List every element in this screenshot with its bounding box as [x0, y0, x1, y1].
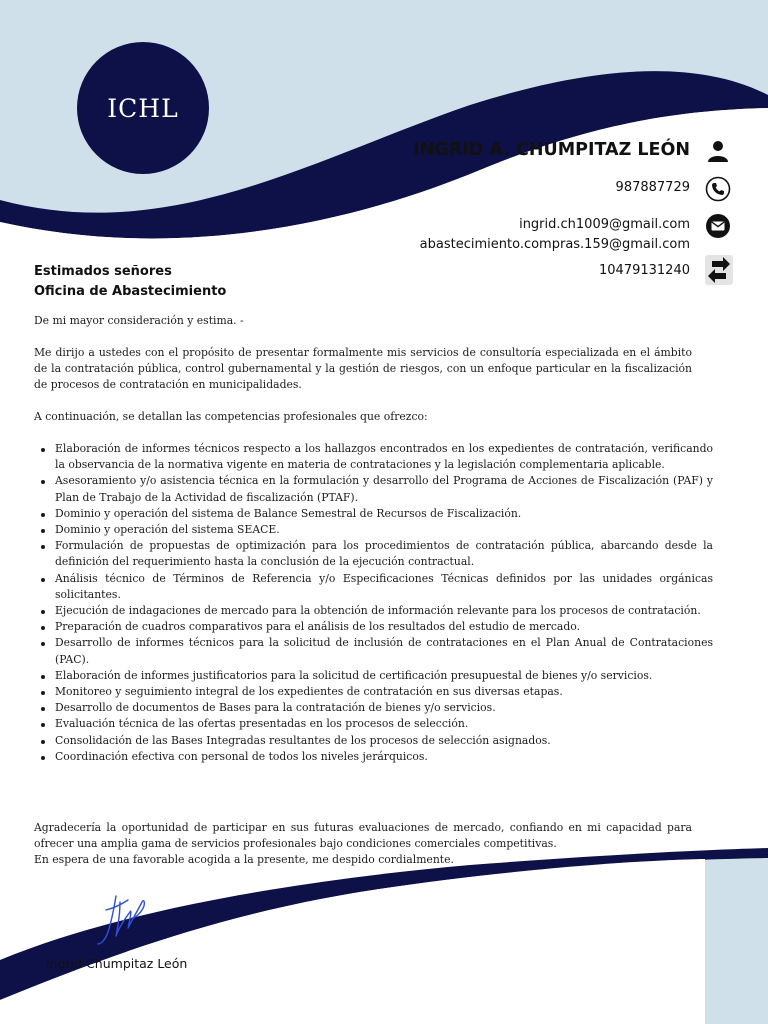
- competencies-intro: A continuación, se detallan las competencias profesionales que ofrezco:: [34, 410, 428, 423]
- sender-phone: 987887729: [615, 180, 690, 195]
- list-item: Consolidación de las Bases Integradas resultantes de los procesos de selección asignados.: [55, 733, 713, 749]
- payment-exchange-icon: [705, 255, 733, 285]
- phone-icon: [705, 176, 731, 202]
- list-item: Asesoramiento y/o asistencia técnica en la formulación y desarrollo del Programa de Acciones de Fiscalización (PAF) y Plan de Trabajo de la Actividad de fiscalización (PTAF).: [55, 473, 713, 505]
- logo-text: ICHL: [107, 93, 179, 123]
- list-item: Preparación de cuadros comparativos para el análisis de los resultados del estudio de mercado.: [55, 619, 713, 635]
- list-item: Formulación de propuestas de optimización para los procedimientos de contratación pública, abarcando desde la definición del requerimiento hasta la conclusión de la ejecución contractual.: [55, 538, 713, 570]
- intro-paragraph: Me dirijo a ustedes con el propósito de presentar formalmente mis servicios de consultoría especializada en el ámbito de la contratación pública, control gubernamental y la gestión de riesgos, con un enfoque particular en la fiscalización de procesos de contratación en municipalidades.: [34, 346, 692, 392]
- closing-line-1: Agradecería la oportunidad de participar en sus futuras evaluaciones de mercado, confiando en mi capacidad para ofrecer una amplia gama de servicios profesionales bajo condiciones comerciales competitivas.: [34, 821, 692, 851]
- sender-name: INGRID A. CHUMPITAZ LEÓN: [413, 140, 690, 160]
- list-item: Dominio y operación del sistema de Balance Semestral de Recursos de Fiscalización.: [55, 506, 713, 522]
- list-item: Monitoreo y seguimiento integral de los expedientes de contratación en sus diversas etapas.: [55, 684, 713, 700]
- list-item: Elaboración de informes justificatorios para la solicitud de certificación presupuestal de bienes y/o servicios.: [55, 668, 713, 684]
- recipient-block: [34, 262, 226, 302]
- list-item: Evaluación técnica de las ofertas presentadas en los procesos de selección.: [55, 716, 713, 732]
- person-icon: [705, 138, 731, 164]
- handwritten-signature: [94, 890, 154, 950]
- sender-email-primary[interactable]: ingrid.ch1009@gmail.com: [519, 217, 690, 232]
- sender-email-secondary[interactable]: abastecimiento.compras.159@gmail.com: [419, 237, 690, 252]
- competencies-list: [34, 441, 713, 765]
- recipient-line-1: Estimados señores: [34, 264, 172, 279]
- list-item: Coordinación efectiva con personal de todos los niveles jerárquicos.: [55, 749, 713, 765]
- closing-line-2: En espera de una favorable acogida a la presente, me despido cordialmente.: [34, 853, 454, 867]
- closing-paragraph: [34, 820, 692, 869]
- list-item: Dominio y operación del sistema SEACE.: [55, 522, 713, 538]
- mail-icon: [705, 213, 731, 239]
- list-item: Ejecución de indagaciones de mercado para la obtención de información relevante para los procesos de contratación.: [55, 603, 713, 619]
- salutation: De mi mayor consideración y estima. -: [34, 314, 244, 327]
- list-item: Elaboración de informes técnicos respecto a los hallazgos encontrados en los expedientes de contratación, verificando la observancia de la normativa vigente en materia de contrataciones y la legislación complementaria aplicable.: [55, 441, 713, 473]
- list-item: Desarrollo de informes técnicos para la solicitud de inclusión de contrataciones en el Plan Anual de Contrataciones (PAC).: [55, 635, 713, 667]
- list-item: Análisis técnico de Términos de Referencia y/o Especificaciones Técnicas definidos por las unidades orgánicas solicitantes.: [55, 571, 713, 603]
- signature-name: Ingrid Chumpitaz León: [46, 956, 188, 971]
- logo-circle: [77, 42, 209, 174]
- list-item: Desarrollo de documentos de Bases para la contratación de bienes y/o servicios.: [55, 700, 713, 716]
- sender-ruc: 10479131240: [599, 263, 690, 278]
- recipient-line-2: Oficina de Abastecimiento: [34, 284, 227, 299]
